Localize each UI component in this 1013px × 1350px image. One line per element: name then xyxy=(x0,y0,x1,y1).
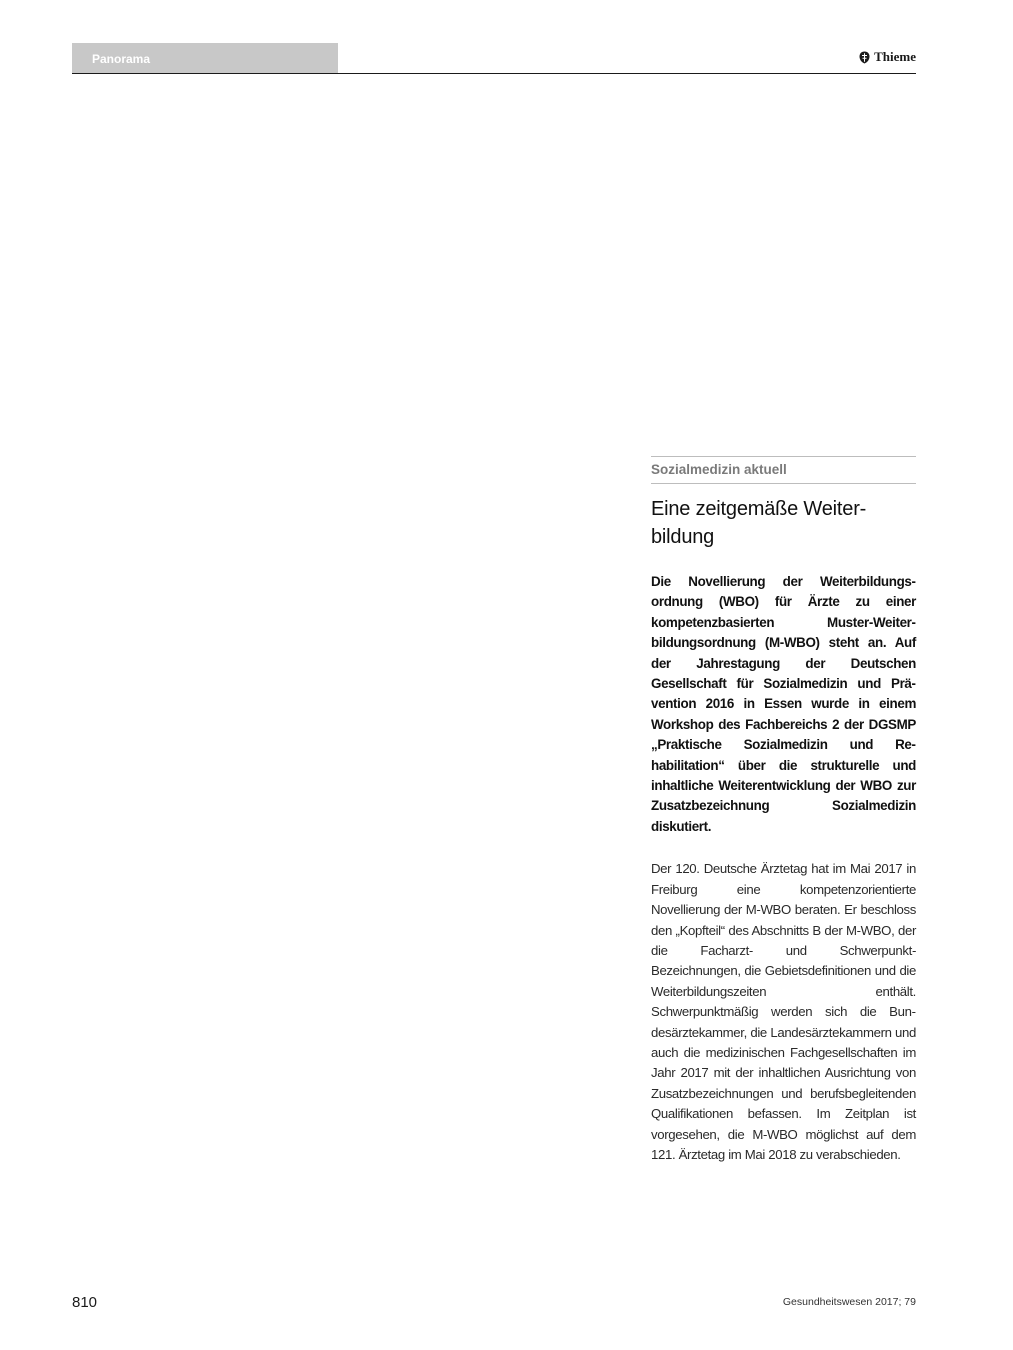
header-rule xyxy=(72,73,916,74)
section-label xyxy=(72,43,338,74)
article xyxy=(651,456,916,1165)
journal-reference: Gesundheitswesen 2017; 79 xyxy=(782,1296,916,1308)
thieme-crest-icon xyxy=(859,51,870,64)
article-body: Der 120. Deutsche Ärztetag hat im Mai 2017 in Freiburg eine kompetenzorientierte Novellierung der M-WBO beraten. Er beschloss den „Kopfteil“ des Abschnitts B der M-WBO, der die Facharzt- und Schwerpunkt-Bezeichnungen, die Gebietsdefinitionen und die Weiterbildungszeiten enthält. Schwerpunktmäßig werden sich die Bundesärztekammer, die Landesärztekammern und auch die medizinischen Fachgesellschaften im Jahr 2017 mit der inhaltlichen Ausrichtung von Zusatzbezeichnungen und berufsbegleitenden Qualifikationen befassen. Im Zeitplan ist vorgesehen, die M-WBO möglichst auf dem 121. Ärztetag im Mai 2018 zu verabschieden. xyxy=(651,861,916,1162)
article-headline: Eine zeitgemäße Weiter-bildung xyxy=(651,498,867,548)
page-number: 810 xyxy=(72,1294,98,1311)
rubric-bottom-rule xyxy=(651,483,916,484)
rubric: Sozialmedizin aktuell xyxy=(651,462,787,477)
section-label-text: Panorama xyxy=(92,51,151,66)
publisher-name: Thieme xyxy=(874,49,916,64)
article-lead: Die Novellierung der Weiterbildungsordnung (WBO) für Ärzte zu einer kompetenzbasierten Muster-Weiterbildungsordnung (M-WBO) steht an. Auf der Jahrestagung der Deutschen Gesellschaft für Sozialmedizin und Prävention 2016 in Essen wurde in einem Workshop des Fachbereichs 2 der DGSMP „Praktische Sozialmedizin und Rehabilitation“ über die strukturelle und inhaltliche Weiterentwicklung der WBO zur Zusatzbezeichnung Sozialmedizin diskutiert. xyxy=(651,574,916,834)
publisher-brand xyxy=(859,47,916,67)
